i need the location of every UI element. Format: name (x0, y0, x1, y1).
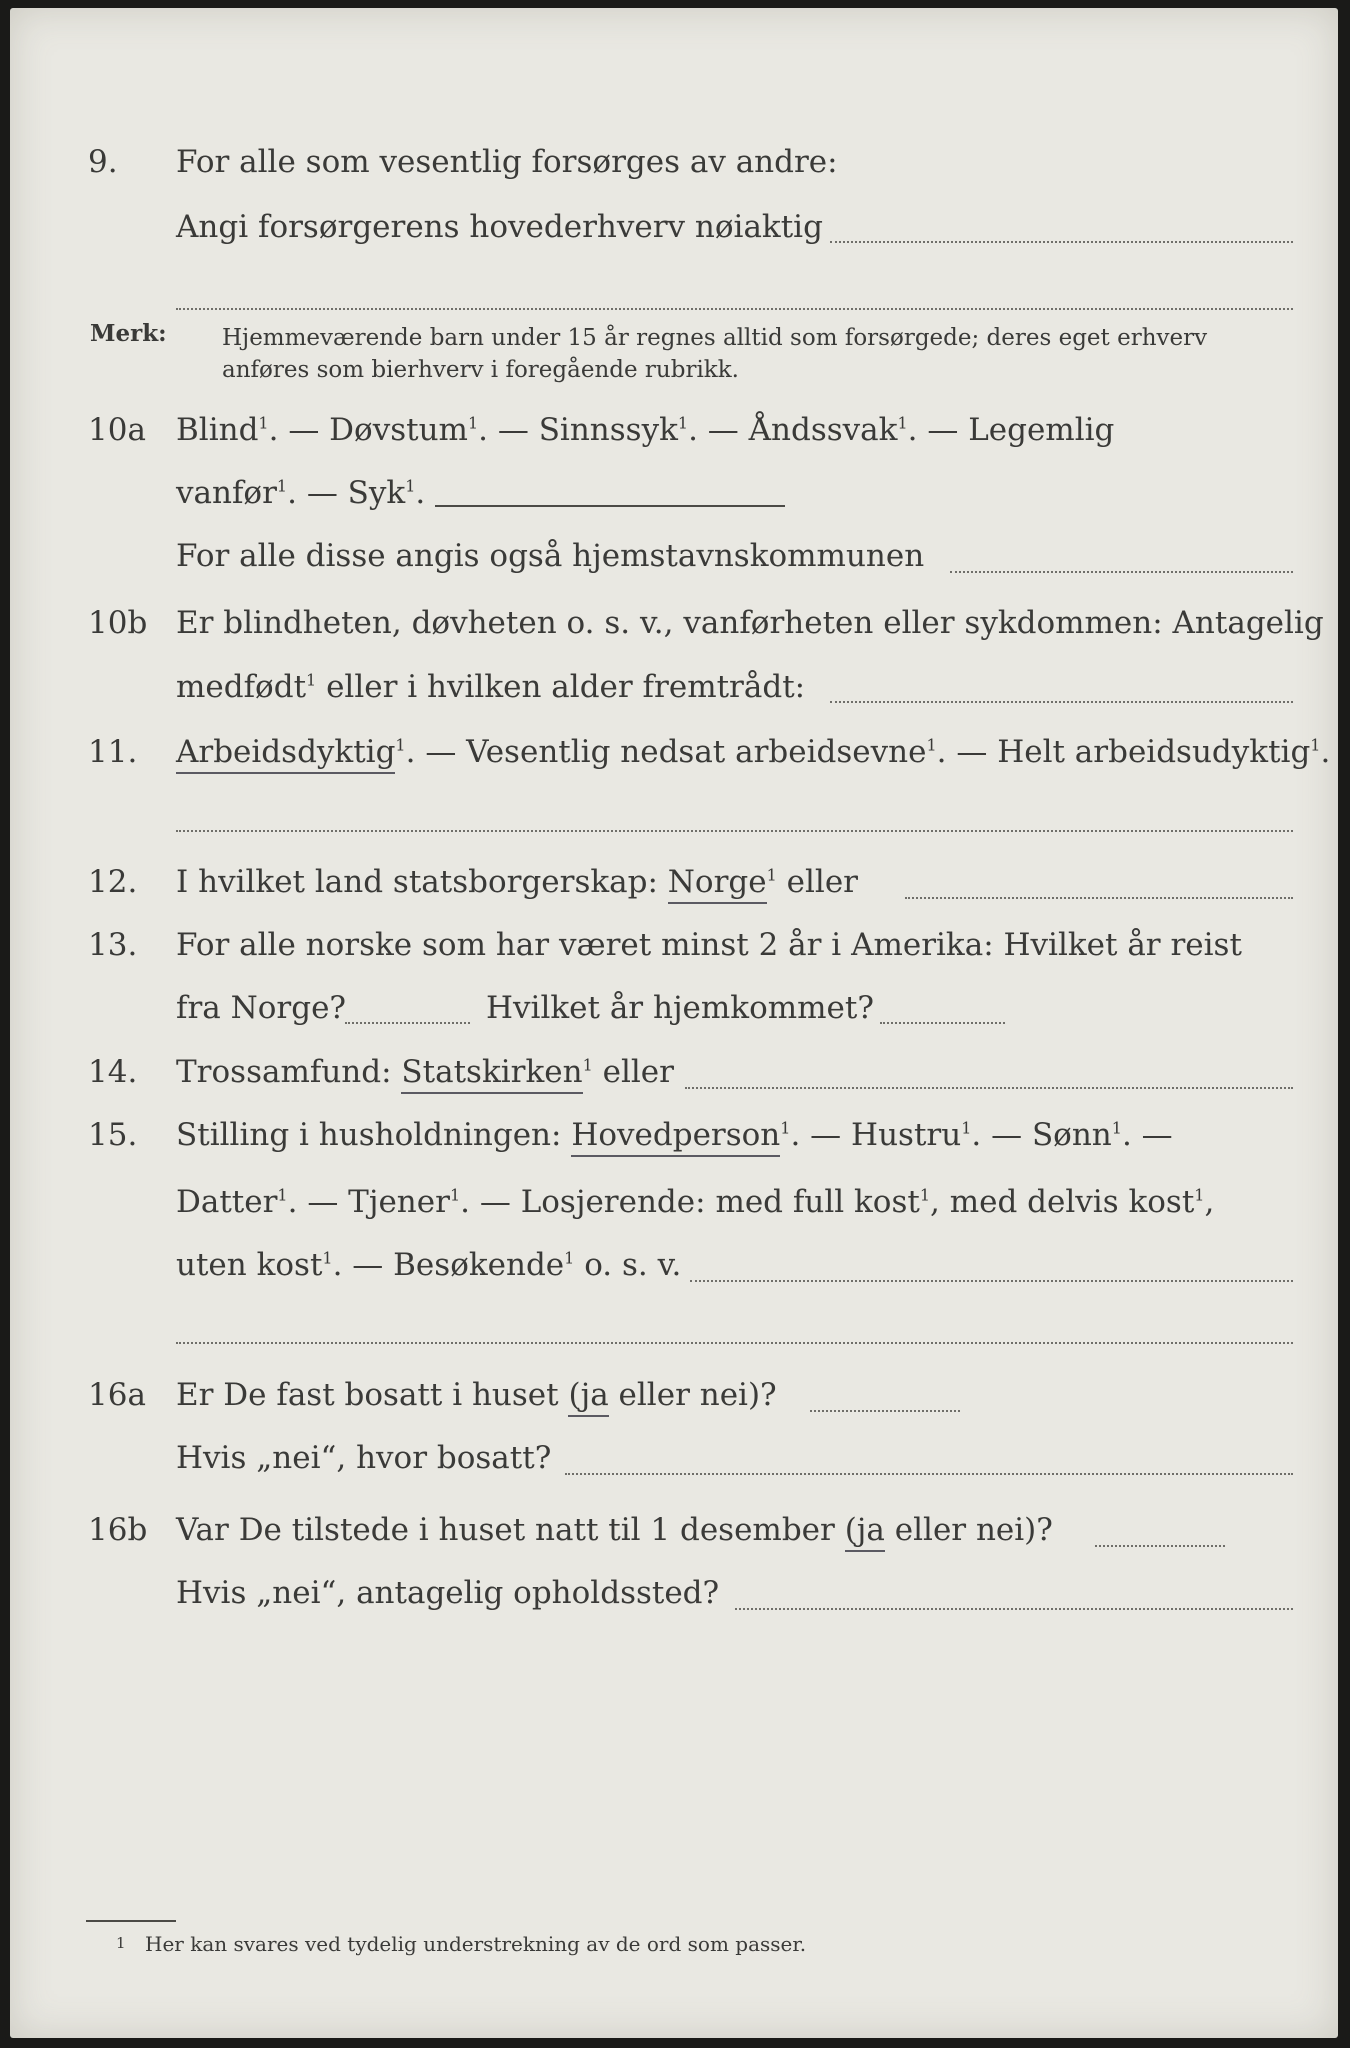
q13-number: 13. (88, 927, 138, 963)
q12-answer-line[interactable] (905, 897, 1293, 899)
q9-row-2 (0, 202, 1350, 252)
q13-text-2a: fra Norge? (176, 990, 347, 1026)
option-ja-selected[interactable]: (ja (845, 1512, 885, 1552)
option-sonn[interactable]: Sønn (1031, 1117, 1112, 1153)
option-blind[interactable]: Blind (176, 412, 259, 448)
option-udyktig[interactable]: Helt arbeidsudyktig (997, 734, 1311, 770)
q11-number: 11. (88, 734, 138, 770)
q10a-answer-line-2[interactable] (950, 571, 1293, 573)
q15-row-3 (0, 1240, 1350, 1290)
q15-label: Stilling i husholdningen: (176, 1117, 562, 1153)
q13-row-2 (0, 983, 1350, 1033)
q10b-text-2: medfødt$^1$ eller i hvilken alder fremtrådt: (176, 669, 806, 705)
option-nedsat[interactable]: Vesentlig nedsat arbeidsevne (466, 734, 927, 770)
q16b-text-2: Hvis „nei“, antagelig opholdssted? (176, 1575, 720, 1611)
q14-number: 14. (88, 1054, 138, 1090)
option-hustru[interactable]: Hustru (851, 1117, 962, 1153)
option-legemlig[interactable]: Legemlig (968, 412, 1115, 448)
q15-text-3: uten kost$^1$. — Besøkende$^1$ o. s. v. (176, 1247, 682, 1283)
q16b-row-2 (0, 1568, 1350, 1618)
q15-answer-line[interactable] (690, 1280, 1293, 1282)
merk-label: Merk: (90, 320, 167, 347)
q11-options: Arbeidsdyktig$^1$. — Vesentlig nedsat arbeidsevne$^1$. — Helt arbeidsudyktig$^1$. (176, 727, 1330, 777)
q16a-row (0, 1370, 1350, 1420)
q14-eller: eller (602, 1054, 674, 1090)
option-vanfor[interactable]: vanfør (176, 475, 277, 511)
q16a-question-end: eller nei)? (618, 1377, 777, 1413)
q10a-text-3: For alle disse angis også hjemstavnskommunen (176, 538, 925, 574)
q14-text: Trossamfund: Statskirken$^1$ eller (176, 1047, 674, 1097)
option-andssvak[interactable]: Åndssvak (748, 412, 898, 448)
q10b-row (0, 598, 1350, 648)
q16b-number: 16b (88, 1512, 148, 1548)
q16b-answer-line-2[interactable] (735, 1608, 1293, 1610)
merk-text: Hjemmeværende barn under 15 år regnes alltid som forsørgede; deres eget erhverv (222, 325, 1208, 351)
q15-text: Stilling i husholdningen: Hovedperson$^1$. — Hustru$^1$. — Sønn$^1$. — (176, 1110, 1173, 1160)
q15-text-2: Datter$^1$. — Tjener$^1$. — Losjerende: med full kost$^1$, med delvis kost$^1$, (176, 1184, 1215, 1220)
q15-number: 15. (88, 1117, 138, 1153)
q9-answer-line-2[interactable] (176, 308, 1293, 310)
q10b-answer-line[interactable] (830, 701, 1293, 703)
option-hovedperson-selected[interactable]: Hovedperson (571, 1117, 780, 1157)
option-uten-kost[interactable]: uten kost (176, 1247, 323, 1283)
q16a-row-2 (0, 1433, 1350, 1483)
q16b-answer-line[interactable] (1095, 1545, 1225, 1547)
q10b-row-2 (0, 662, 1350, 712)
q12-eller: eller (786, 864, 858, 900)
q12-label: I hvilket land statsborgerskap: (176, 864, 658, 900)
q16a-text (176, 1370, 777, 1420)
q10a-number: 10a (88, 412, 146, 448)
q13-text-2b: Hvilket år hjemkommet? (486, 990, 874, 1026)
q15-row (0, 1110, 1350, 1160)
option-medfodt[interactable]: medfødt (176, 669, 307, 705)
q15-losjerende: Losjerende: (520, 1184, 706, 1220)
footnote-text: Her kan svares ved tydelig understrekning av de ord som passer. (145, 1932, 807, 1956)
option-dovstum[interactable]: Døvstum (329, 412, 468, 448)
option-besokende[interactable]: Besøkende (393, 1247, 565, 1283)
q16a-answer-line[interactable] (810, 1410, 960, 1412)
option-syk[interactable]: Syk (347, 475, 406, 511)
option-delvis-kost[interactable]: med delvis kost (949, 1184, 1195, 1220)
q10a-options-2: vanfør$^1$. — Syk$^1$. (176, 475, 426, 511)
q16a-number: 16a (88, 1377, 146, 1413)
q10b-text-rest: eller i hvilken alder fremtrådt: (326, 669, 806, 705)
option-norge-selected[interactable]: Norge (668, 864, 767, 904)
q16b-question-end: eller nei)? (894, 1512, 1053, 1548)
q12-text: I hvilket land statsborgerskap: Norge$^1$ eller (176, 857, 858, 907)
q14-label: Trossamfund: (176, 1054, 392, 1090)
q12-row (0, 857, 1350, 907)
q16a-question: Er De fast bosatt i huset (176, 1377, 559, 1413)
merk-text-2: anføres som bierhverv i foregående rubrikk. (222, 357, 739, 383)
q16b-text (176, 1505, 1053, 1555)
q9-text-2: Angi forsørgerens hovederhverv nøiaktig (176, 209, 823, 245)
option-arbeidsdyktig-selected[interactable]: Arbeidsdyktig (176, 734, 395, 774)
q11-row (0, 727, 1350, 777)
option-datter[interactable]: Datter (176, 1184, 278, 1220)
q10a-row-2 (0, 468, 1350, 518)
q10a-answer-line[interactable] (435, 505, 785, 507)
option-full-kost[interactable]: med full kost (715, 1184, 920, 1220)
q15-row-2 (0, 1177, 1350, 1227)
q10a-options: Blind$^1$. — Døvstum$^1$. — Sinnssyk$^1$. — Åndssvak$^1$. — Legemlig (176, 412, 1115, 448)
q11-answer-line[interactable] (176, 830, 1293, 832)
q10b-number: 10b (88, 605, 148, 641)
q13-row (0, 920, 1350, 970)
q15-osv: o. s. v. (584, 1247, 682, 1283)
option-sinnssyk[interactable]: Sinnssyk (538, 412, 678, 448)
option-ja-selected[interactable]: (ja (568, 1377, 608, 1417)
q13-answer-line-reist[interactable] (345, 1022, 470, 1024)
q16b-row (0, 1505, 1350, 1555)
q12-number: 12. (88, 864, 138, 900)
option-tjener[interactable]: Tjener (348, 1184, 450, 1220)
q16b-question: Var De tilstede i huset natt til 1 desember (176, 1512, 835, 1548)
q9-text: For alle som vesentlig forsørges av andre: (176, 144, 838, 180)
q15-answer-line-2[interactable] (176, 1342, 1293, 1344)
q10a-row (0, 405, 1350, 455)
q14-answer-line[interactable] (685, 1087, 1293, 1089)
option-statskirken-selected[interactable]: Statskirken (401, 1054, 582, 1094)
q9-answer-line[interactable] (830, 241, 1293, 243)
q16a-answer-line-2[interactable] (565, 1473, 1293, 1475)
q13-answer-line-hjem[interactable] (880, 1022, 1005, 1024)
q10b-text: Er blindheten, døvheten o. s. v., vanførheten eller sykdommen: Antagelig (176, 605, 1324, 641)
q13-text: For alle norske som har været minst 2 år i Amerika: Hvilket år reist (176, 927, 1242, 963)
footnote-rule (86, 1920, 176, 1922)
q10a-row-3 (0, 531, 1350, 581)
q14-row (0, 1047, 1350, 1097)
footnote-mark: 1 (116, 1934, 126, 1952)
q9-number: 9. (88, 144, 118, 180)
q16a-text-2: Hvis „nei“, hvor bosatt? (176, 1440, 552, 1476)
q9-row (0, 137, 1350, 187)
